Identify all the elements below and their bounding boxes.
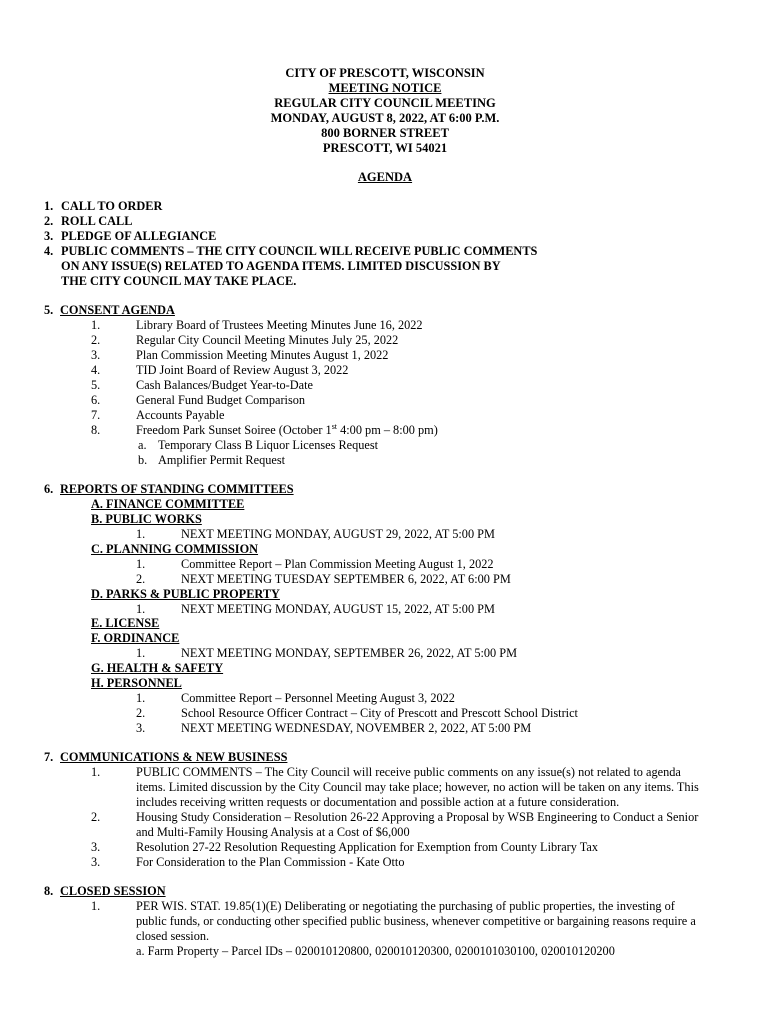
comm-item-housing-study-line2: and Multi-Family Housing Analysis at a Cost of $6,000	[136, 825, 410, 839]
consent-item: General Fund Budget Comparison	[136, 393, 306, 407]
item-3-number: 3.	[44, 229, 54, 243]
comm-item-plan-commission: For Consideration to the Plan Commission - Kate Otto	[136, 855, 405, 869]
meeting-city: PRESCOTT, WI 54021	[322, 141, 448, 155]
section-number: 8.	[44, 884, 54, 898]
closed-item-farm-property: a. Farm Property – Parcel IDs – 020010120800, 020010120300, 0200101030100, 020010120200	[136, 944, 615, 958]
report-item-number: 1.	[136, 646, 146, 660]
city-name: CITY OF PRESCOTT, WISCONSIN	[285, 66, 485, 80]
consent-item-number: 6.	[91, 393, 101, 407]
consent-item-number: 3.	[91, 348, 101, 362]
committee-ordinance: F. ORDINANCE	[91, 631, 180, 645]
report-item: NEXT MEETING WEDNESDAY, NOVEMBER 2, 2022, AT 5:00 PM	[181, 721, 532, 735]
committee-personnel: H. PERSONNEL	[91, 676, 182, 690]
comm-item-public-comments-line2: items. Limited discussion by the City Council may take place; however, no action will be taken on any items. This	[136, 780, 699, 794]
section-title: COMMUNICATIONS & NEW BUSINESS	[60, 750, 288, 764]
section-title: CLOSED SESSION	[60, 884, 166, 898]
report-item-number: 2.	[136, 572, 146, 586]
item-pledge: PLEDGE OF ALLEGIANCE	[61, 229, 217, 243]
committee-finance: A. FINANCE COMMITTEE	[91, 497, 245, 511]
consent-item-number: 2.	[91, 333, 101, 347]
report-item: Committee Report – Personnel Meeting August 3, 2022	[181, 691, 455, 705]
comm-item-public-comments: PUBLIC COMMENTS – The City Council will receive public comments on any issue(s) not related to agenda	[136, 765, 681, 779]
report-item-number: 1.	[136, 602, 146, 616]
comm-item-number: 3.	[91, 855, 101, 869]
report-item-number: 1.	[136, 691, 146, 705]
meeting-notice-heading: MEETING NOTICE	[328, 81, 442, 95]
item-public-comments-line1: PUBLIC COMMENTS – THE CITY COUNCIL WILL RECEIVE PUBLIC COMMENTS	[61, 244, 538, 258]
comm-item-resolution: Resolution 27-22 Resolution Requesting Application for Exemption from County Library Tax	[136, 840, 599, 854]
consent-item: TID Joint Board of Review August 3, 2022	[136, 363, 349, 377]
report-item: NEXT MEETING MONDAY, AUGUST 15, 2022, AT 5:00 PM	[181, 602, 495, 616]
consent-subitem: Temporary Class B Liquor Licenses Request	[158, 438, 379, 452]
report-item-number: 1.	[136, 557, 146, 571]
report-item: NEXT MEETING TUESDAY SEPTEMBER 6, 2022, AT 6:00 PM	[181, 572, 511, 586]
committee-parks: D. PARKS & PUBLIC PROPERTY	[91, 587, 280, 601]
consent-item: Regular City Council Meeting Minutes July 25, 2022	[136, 333, 399, 347]
report-item-number: 3.	[136, 721, 146, 735]
item-roll-call: ROLL CALL	[61, 214, 133, 228]
comm-item-number: 1.	[91, 765, 101, 779]
consent-item-freedom-park: Freedom Park Sunset Soiree (October 1st 4:00 pm – 8:00 pm)	[136, 421, 438, 437]
closed-item-statute-line2: public funds, or conducting other specified public business, whenever competitive or bargaining reasons require a	[136, 914, 696, 928]
meeting-date: MONDAY, AUGUST 8, 2022, AT 6:00 P.M.	[270, 111, 500, 125]
consent-subitem-letter: a.	[138, 438, 147, 452]
consent-item-number: 7.	[91, 408, 101, 422]
consent-item-number: 5.	[91, 378, 101, 392]
comm-item-public-comments-line3: includes receiving written requests or documentation and possible action at a future consideration.	[136, 795, 620, 809]
closed-item-number: 1.	[91, 899, 101, 913]
consent-subitem: Amplifier Permit Request	[158, 453, 286, 467]
comm-item-housing-study: Housing Study Consideration – Resolution 26-22 Approving a Proposal by WSB Engineering to Conduct a Senior	[136, 810, 699, 824]
item-4-number: 4.	[44, 244, 54, 258]
meeting-address: 800 BORNER STREET	[321, 126, 449, 140]
consent-item-number: 1.	[91, 318, 101, 332]
item-public-comments-line3: THE CITY COUNCIL MAY TAKE PLACE.	[61, 274, 297, 288]
section-number: 5.	[44, 303, 54, 317]
committee-public-works: B. PUBLIC WORKS	[91, 512, 202, 526]
section-number: 7.	[44, 750, 54, 764]
consent-subitem-letter: b.	[138, 453, 148, 467]
section-title: REPORTS OF STANDING COMMITTEES	[60, 482, 294, 496]
report-item: Committee Report – Plan Commission Meeting August 1, 2022	[181, 557, 494, 571]
report-item-number: 2.	[136, 706, 146, 720]
report-item: NEXT MEETING MONDAY, SEPTEMBER 26, 2022, AT 5:00 PM	[181, 646, 518, 660]
section-number: 6.	[44, 482, 54, 496]
item-1-number: 1.	[44, 199, 54, 213]
committee-planning: C. PLANNING COMMISSION	[91, 542, 259, 556]
closed-item-statute-line3: closed session.	[136, 929, 210, 943]
committee-health-safety: G. HEALTH & SAFETY	[91, 661, 224, 675]
comm-item-number: 2.	[91, 810, 101, 824]
meeting-type: REGULAR CITY COUNCIL MEETING	[274, 96, 496, 110]
item-call-to-order: CALL TO ORDER	[61, 199, 163, 213]
closed-item-statute: PER WIS. STAT. 19.85(1)(E) Deliberating or negotiating the purchasing of public properties, the investing of	[136, 899, 675, 913]
consent-item: Cash Balances/Budget Year-to-Date	[136, 378, 313, 392]
consent-item: Plan Commission Meeting Minutes August 1, 2022	[136, 348, 389, 362]
report-item: School Resource Officer Contract – City of Prescott and Prescott School District	[181, 706, 578, 720]
committee-license: E. LICENSE	[91, 616, 160, 630]
report-item-number: 1.	[136, 527, 146, 541]
report-item: NEXT MEETING MONDAY, AUGUST 29, 2022, AT 5:00 PM	[181, 527, 495, 541]
agenda-heading: AGENDA	[357, 170, 413, 184]
comm-item-number: 3.	[91, 840, 101, 854]
item-public-comments-line2: ON ANY ISSUE(S) RELATED TO AGENDA ITEMS. LIMITED DISCUSSION BY	[61, 259, 501, 273]
consent-item: Accounts Payable	[136, 408, 225, 422]
item-2-number: 2.	[44, 214, 54, 228]
consent-item: Library Board of Trustees Meeting Minutes June 16, 2022	[136, 318, 423, 332]
consent-item-number: 8.	[91, 423, 101, 437]
section-title: CONSENT AGENDA	[60, 303, 175, 317]
consent-item-number: 4.	[91, 363, 101, 377]
